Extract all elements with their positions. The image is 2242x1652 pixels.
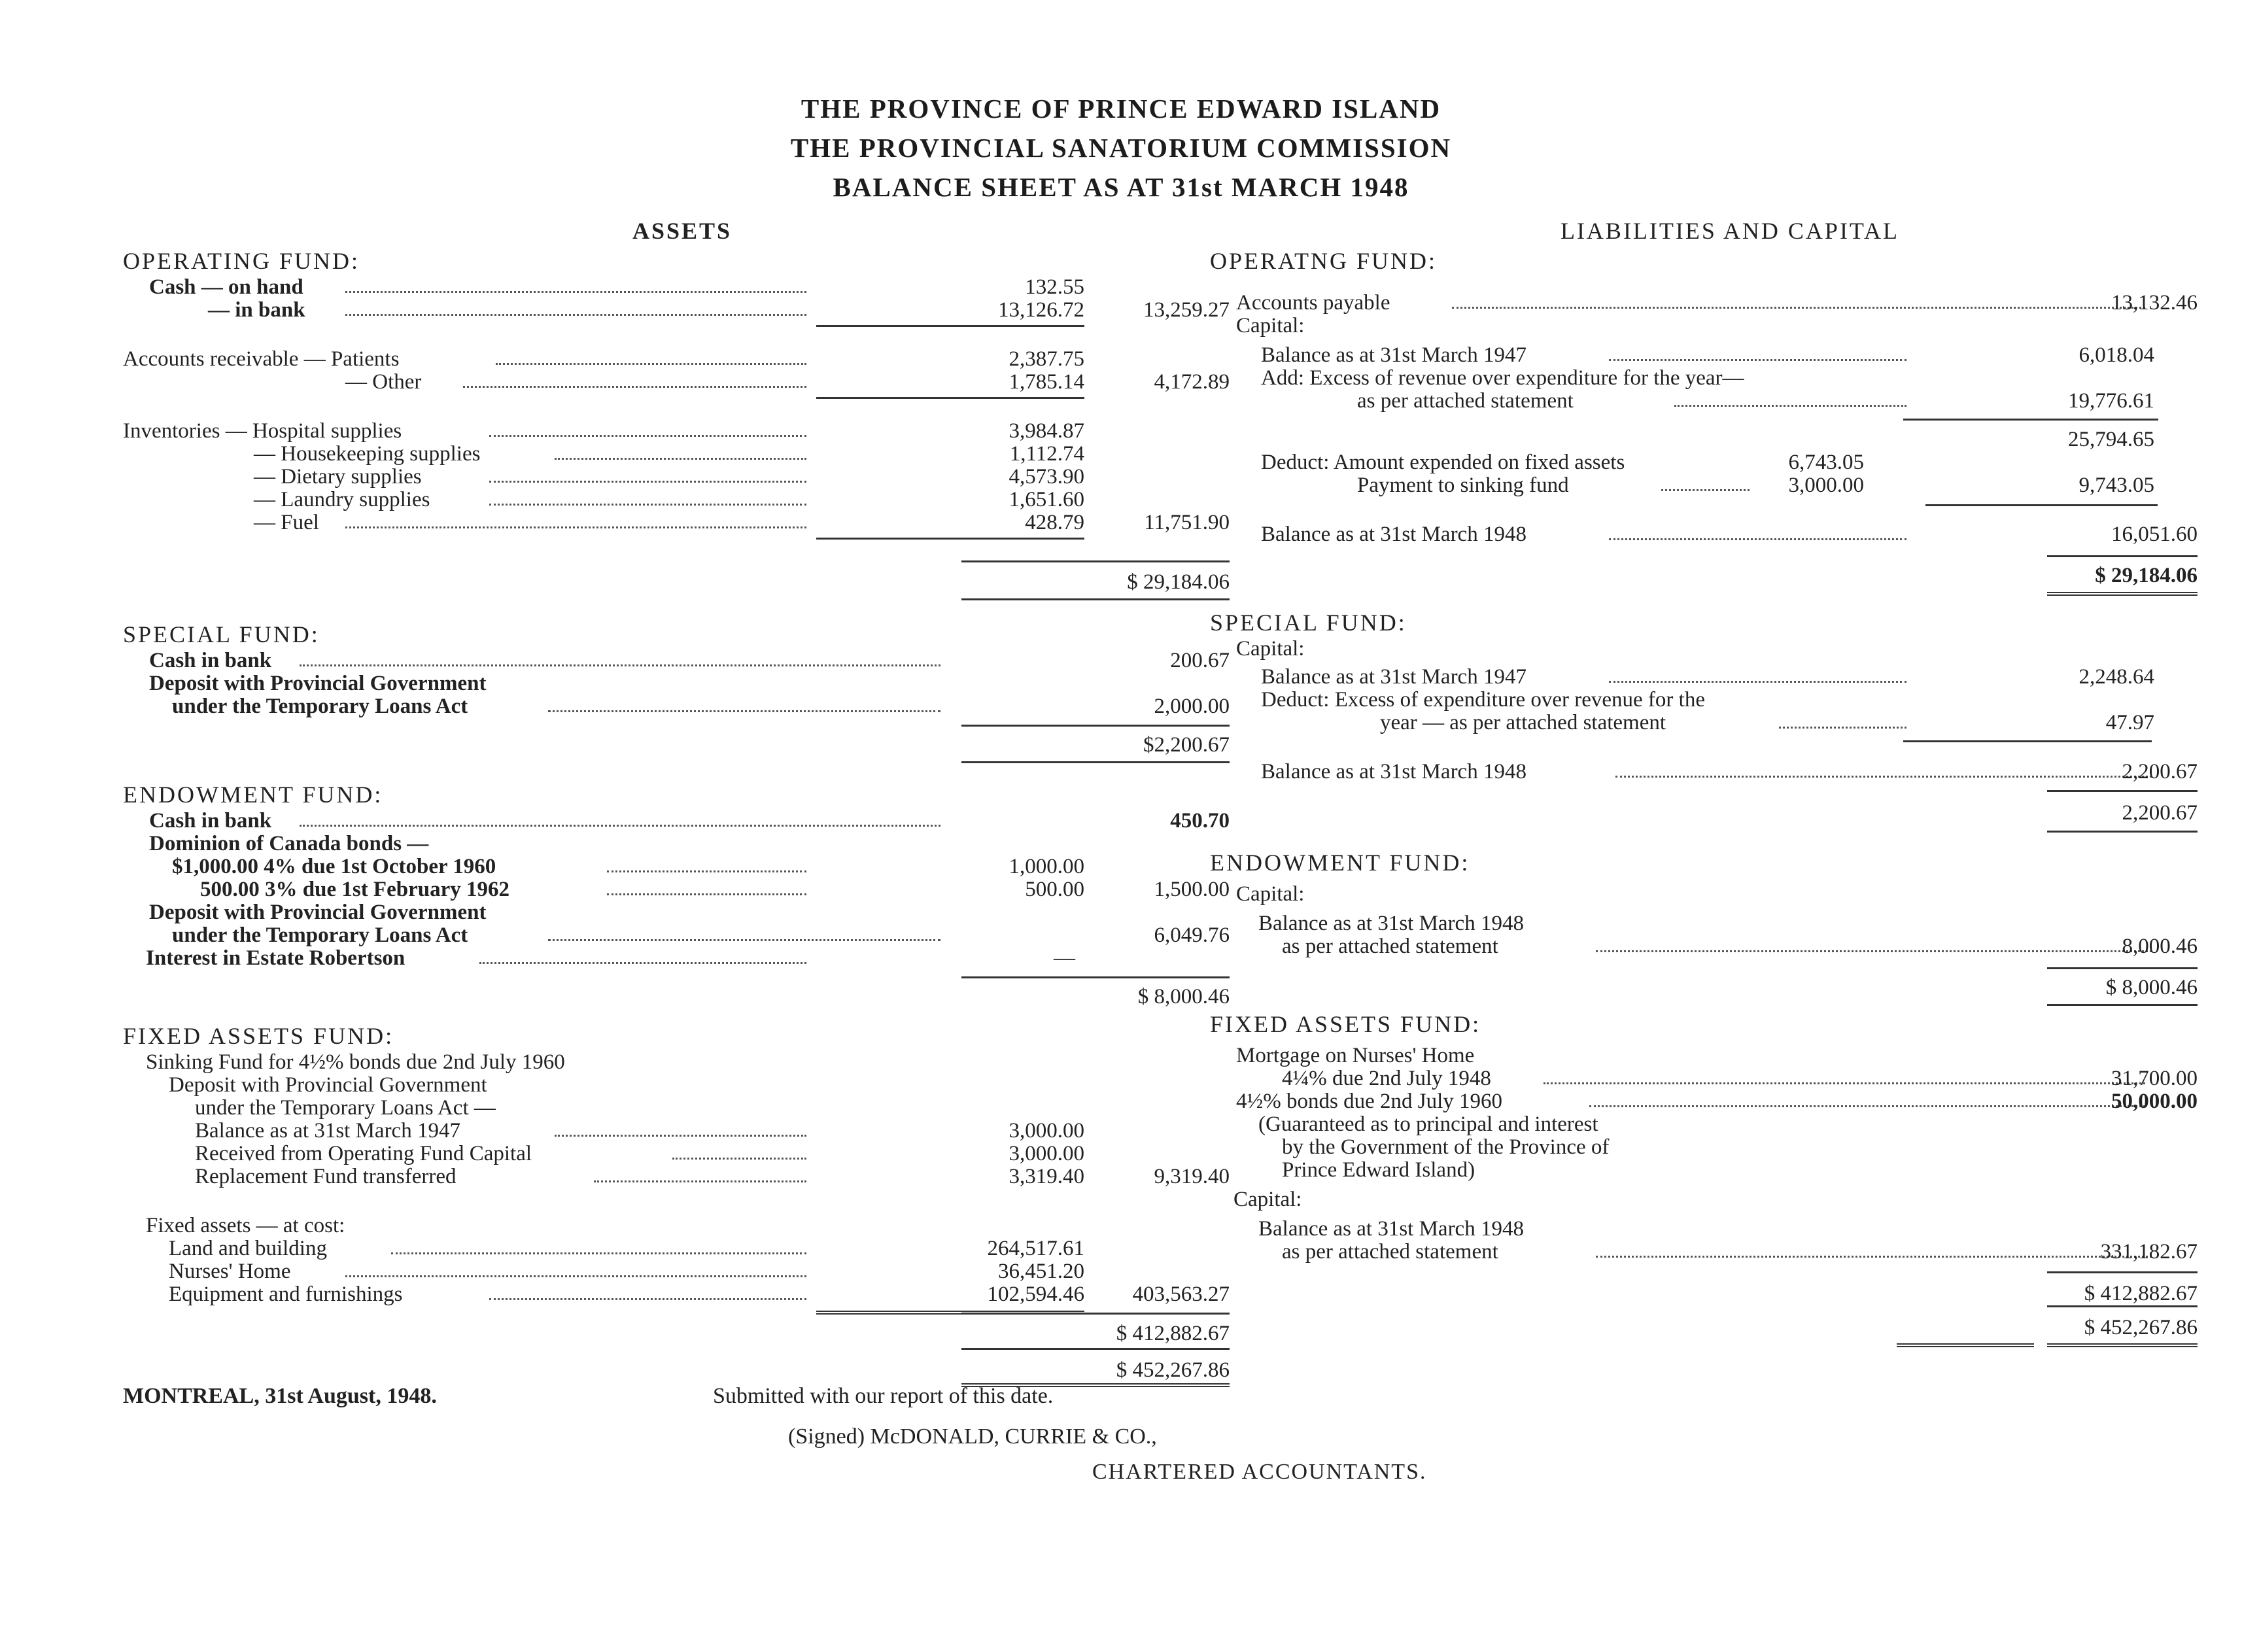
amount: 500.00 (1025, 878, 1084, 901)
header-balance-sheet: BALANCE SHEET AS AT 31st MARCH 1948 (833, 172, 1409, 202)
fx-balance-row (1210, 1218, 2198, 1241)
endow-deposit-row-2 (123, 923, 1230, 947)
sinking-received-row (123, 1143, 1117, 1165)
row-label: Balance as at 31st March 1948 (1258, 912, 1524, 935)
assets-column (123, 216, 1230, 1382)
liab-grand-total-row (1210, 1300, 2198, 1339)
section-title: OPERATING FUND: (123, 248, 360, 274)
dot-leader (548, 939, 940, 941)
row-label: Nurses' Home (169, 1260, 291, 1283)
underline-rule (2047, 967, 2198, 969)
fa-nurses-row (123, 1260, 1117, 1283)
fund-total: $ 8,000.46 (2105, 976, 2198, 999)
row-label: Balance as at 31st March 1948 (1261, 760, 1526, 783)
amount: 3,984.87 (1009, 419, 1084, 443)
underline-rule (2047, 1271, 2198, 1273)
fund-total: $ 29,184.06 (2095, 564, 2198, 587)
sp-deduct-row (1210, 689, 2198, 712)
row-label: Land and building (169, 1237, 327, 1260)
assets-endowment-fund (123, 780, 1230, 1008)
row-label: Equipment and furnishings (169, 1282, 403, 1306)
ar-patients-row (123, 348, 1117, 371)
dot-leader (300, 664, 940, 666)
dot-leader (489, 481, 806, 483)
row-label: Sinking Fund for 4½% bonds due 2nd July 1960 (146, 1050, 565, 1074)
amount: 6,018.04 (2078, 343, 2154, 367)
op-add-row (1210, 367, 2198, 390)
amount-total: 2,000.00 (1154, 695, 1230, 718)
row-label: Deduct: Amount expended on fixed assets (1261, 451, 1625, 474)
grand-total: $ 452,267.86 (1116, 1358, 1230, 1382)
underline-rule (2047, 1343, 2198, 1347)
header-province: THE PROVINCE OF PRINCE EDWARD ISLAND (801, 94, 1441, 124)
underline-rule (961, 598, 1230, 600)
amount-total: 13,132.46 (2111, 291, 2198, 315)
row-label: Add: Excess of revenue over expenditure for the year— (1261, 366, 1744, 390)
amount: 13,126.72 (998, 298, 1084, 322)
assets-special-fund (123, 619, 1230, 757)
amount: 132.55 (1025, 275, 1084, 299)
row-label: Mortgage on Nurses' Home (1236, 1044, 1475, 1067)
section-title: OPERATNG FUND: (1210, 248, 1438, 274)
cash-in-bank-row (123, 298, 1230, 322)
amount: 264,517.61 (987, 1237, 1084, 1260)
amount-total: 13,259.27 (1143, 298, 1230, 322)
amount-total: 331,182.67 (2100, 1240, 2198, 1264)
op-capital-row (1210, 315, 2198, 337)
amount-total: 6,049.76 (1154, 923, 1230, 947)
dot-leader (594, 1180, 806, 1182)
footer-signature: (Signed) McDONALD, CURRIE & CO., (788, 1424, 1157, 1449)
amount-total: 16,051.60 (2111, 523, 2198, 546)
amount: 3,000.00 (1009, 1119, 1084, 1143)
amount: 2,248.64 (2078, 665, 2154, 689)
document-header (0, 89, 2242, 207)
amount: 1,000.00 (1009, 855, 1084, 878)
sinking-balance-row (123, 1120, 1117, 1143)
op-balance47-row (1210, 344, 2198, 367)
amount: 36,451.20 (998, 1260, 1084, 1283)
fx-mortgage-row (1210, 1044, 2198, 1067)
liab-endowment-fund (1210, 848, 2198, 999)
liabilities-column (1210, 216, 2198, 1339)
amount-total: 8,000.46 (2122, 935, 2198, 958)
amount: 1,785.14 (1009, 370, 1084, 394)
fund-total: $ 29,184.06 (1127, 570, 1230, 594)
ar-other-row (123, 370, 1230, 394)
sp-total-row (1210, 783, 2198, 825)
amount: 428.79 (1025, 511, 1084, 534)
amount-total: 4,172.89 (1154, 370, 1230, 394)
underline-rule (1903, 419, 2158, 421)
row-label: Balance as at 31st March 1947 (195, 1119, 460, 1143)
sinking-replacement-row (123, 1165, 1230, 1188)
sinking-fund-row (123, 1051, 1117, 1074)
op-payment-row (1210, 474, 2198, 497)
inv-laundry-row (123, 489, 1117, 511)
row-label: Prince Edward Island) (1282, 1158, 1475, 1182)
underline-rule (1897, 1343, 2034, 1347)
row-label: 4½% bonds due 2nd July 1960 (1236, 1090, 1502, 1113)
dot-leader (391, 1252, 806, 1254)
dot-leader (489, 1298, 806, 1300)
row-label: Deposit with Provincial Government (149, 672, 487, 695)
underline-rule (961, 560, 1230, 562)
accounts-payable-row (1210, 292, 2198, 315)
op-add-row-2 (1210, 390, 2198, 413)
liab-fixed-fund (1210, 1009, 2198, 1339)
underline-rule (2047, 555, 2198, 557)
fund-total: $ 412,882.67 (2084, 1282, 2198, 1305)
assets-operating-fund (123, 246, 1230, 594)
amount-total: 403,563.27 (1132, 1282, 1230, 1306)
sp-capital-row (1210, 638, 2198, 661)
amount-total: 11,751.90 (1144, 511, 1230, 534)
underline-rule (816, 325, 1084, 327)
endow-total-row (123, 970, 1230, 1008)
fund-total: $2,200.67 (1143, 733, 1230, 757)
assets-grand-total-row (123, 1343, 1230, 1382)
row-label: by the Government of the Province of (1282, 1135, 1610, 1159)
dot-leader (607, 870, 806, 872)
fx-guarantee-row-2 (1210, 1136, 2198, 1159)
underline-rule (961, 1348, 1230, 1350)
dot-leader (489, 435, 806, 437)
dot-leader (300, 825, 940, 827)
row-label: Balance as at 31st March 1948 (1261, 523, 1526, 546)
row-label: — Laundry supplies (254, 488, 430, 511)
sp-balance47-row (1210, 666, 2198, 689)
underline-rule (2047, 831, 2198, 833)
cash-on-hand-row (123, 276, 1117, 299)
en-balance-row-2 (1210, 935, 2198, 958)
endow-cash-row (123, 809, 1230, 833)
inv-housekeeping-row (123, 443, 1117, 466)
special-deposit-row-2 (123, 695, 1230, 718)
amount-total: 2,200.67 (2122, 760, 2198, 783)
endow-bond2-row (123, 878, 1230, 901)
underline-rule (961, 976, 1230, 978)
amount: 1,651.60 (1009, 488, 1084, 511)
section-title: FIXED ASSETS FUND: (1210, 1011, 1481, 1037)
row-label: Cash in bank (149, 809, 272, 833)
header-commission: THE PROVINCIAL SANATORIUM COMMISSION (790, 133, 1452, 163)
dot-leader (345, 314, 806, 316)
underline-rule (1925, 504, 2158, 506)
special-deposit-row (123, 672, 1117, 695)
op-deduct-row (1210, 451, 2198, 474)
section-title: SPECIAL FUND: (123, 621, 320, 647)
fa-cost-row (123, 1214, 1117, 1237)
dot-leader (463, 386, 806, 388)
row-label: as per attached statement (1282, 1240, 1498, 1264)
row-label: Inventories — Hospital supplies (123, 419, 402, 443)
dot-leader (555, 1135, 806, 1137)
underline-rule (961, 1313, 1230, 1315)
underline-rule (2047, 790, 2198, 792)
section-title: FIXED ASSETS FUND: (123, 1023, 394, 1049)
underline-rule (961, 761, 1230, 763)
row-label: Balance as at 31st March 1947 (1261, 665, 1526, 689)
fixed-total-row (123, 1306, 1230, 1345)
row-label: 500.00 3% due 1st February 1962 (200, 878, 509, 901)
endow-deposit-row (123, 901, 1117, 924)
amount: 4,573.90 (1009, 465, 1084, 489)
amount-total: 9,319.40 (1154, 1165, 1230, 1188)
row-label: Fixed assets — at cost: (146, 1214, 345, 1237)
dot-leader (555, 458, 806, 460)
section-title: ENDOWMENT FUND: (1210, 850, 1470, 876)
dot-leader (479, 962, 806, 964)
assets-title: ASSETS (632, 218, 733, 244)
row-label: as per attached statement (1282, 935, 1498, 958)
row-label: Balance as at 31st March 1947 (1261, 343, 1526, 367)
row-label: Balance as at 31st March 1948 (1258, 1217, 1524, 1241)
fx-capital-row (1210, 1188, 2198, 1211)
dot-leader (345, 291, 806, 293)
fx-bonds-row (1210, 1090, 2198, 1113)
amount-total: — (1054, 946, 1075, 970)
amount: 9,743.05 (2078, 473, 2154, 497)
dot-leader (548, 710, 940, 712)
row-label: Deposit with Provincial Government (149, 901, 487, 924)
section-title: ENDOWMENT FUND: (123, 782, 383, 808)
row-label: — in bank (208, 298, 305, 322)
row-label: 4¼% due 2nd July 1948 (1282, 1067, 1491, 1090)
underline-rule (961, 725, 1230, 727)
amount: 1,112.74 (1009, 442, 1084, 466)
sp-balance48-row (1210, 761, 2198, 783)
amount: 2,387.75 (1009, 347, 1084, 371)
row-label: $1,000.00 4% due 1st October 1960 (172, 855, 496, 878)
en-balance-row (1210, 912, 2198, 935)
row-label: Capital: (1236, 882, 1305, 906)
row-label: Replacement Fund transferred (195, 1165, 457, 1188)
fa-equipment-row (123, 1282, 1230, 1306)
underline-rule (816, 538, 1084, 540)
row-label: Accounts payable (1236, 291, 1390, 315)
amount: 3,000.00 (1009, 1142, 1084, 1165)
special-total-row (123, 718, 1230, 757)
inv-dietary-row (123, 466, 1117, 489)
inv-hospital-row (123, 420, 1117, 443)
liab-special-fund (1210, 608, 2198, 825)
amount: 3,000.00 (1788, 473, 1864, 497)
underline-rule (816, 397, 1084, 399)
row-label: under the Temporary Loans Act (172, 695, 468, 718)
amount: 3,319.40 (1009, 1165, 1084, 1188)
fund-total: $ 412,882.67 (1116, 1322, 1230, 1345)
liab-operating-fund (1210, 246, 2198, 587)
amount: 25,794.65 (2068, 428, 2154, 451)
row-label: — Other (345, 370, 422, 394)
row-label: Accounts receivable — Patients (123, 347, 400, 371)
fx-guarantee-row (1210, 1113, 2198, 1136)
underline-rule (2047, 592, 2198, 596)
fx-guarantee-row-3 (1210, 1159, 2198, 1182)
sp-deduct-row-2 (1210, 712, 2198, 734)
fx-total-row (1210, 1264, 2198, 1305)
operating-total-row (123, 560, 1230, 594)
row-label: Interest in Estate Robertson (146, 946, 405, 970)
amount-total: 1,500.00 (1154, 878, 1230, 901)
row-label: Dominion of Canada bonds — (149, 832, 429, 855)
footer-place-date: MONTREAL, 31st August, 1948. (123, 1384, 437, 1408)
sinking-deposit-row (123, 1074, 1117, 1097)
row-label: Capital: (1233, 1188, 1302, 1211)
row-label: — Fuel (254, 511, 319, 534)
row-label: Payment to sinking fund (1357, 473, 1569, 497)
row-label: — Housekeeping supplies (254, 442, 481, 466)
dot-leader (489, 504, 806, 506)
amount-total: 31,700.00 (2111, 1067, 2198, 1090)
amount: 6,743.05 (1788, 451, 1864, 474)
fx-mortgage-rate-row (1210, 1067, 2198, 1090)
row-label: (Guaranteed as to principal and interest (1258, 1112, 1598, 1136)
en-total-row (1210, 958, 2198, 999)
footer-submitted: Submitted with our report of this date. (713, 1384, 1054, 1408)
underline-rule (2047, 1305, 2198, 1307)
row-label: — Dietary supplies (254, 465, 422, 489)
row-label: under the Temporary Loans Act — (195, 1096, 496, 1120)
amount: 47.97 (2105, 711, 2154, 734)
row-label: as per attached statement (1357, 389, 1574, 413)
row-label: Received from Operating Fund Capital (195, 1142, 532, 1165)
row-label: under the Temporary Loans Act (172, 923, 468, 947)
en-capital-row (1210, 883, 2198, 906)
sinking-deposit-row-2 (123, 1097, 1117, 1120)
row-label: Deduct: Excess of expenditure over revenue for the (1261, 688, 1705, 712)
liabilities-title: LIABILITIES AND CAPITAL (1560, 218, 1900, 244)
fa-land-row (123, 1237, 1117, 1260)
fx-balance-row-2 (1210, 1241, 2198, 1264)
row-label: Cash — on hand (149, 275, 303, 299)
dot-leader (672, 1158, 806, 1160)
row-label: year — as per attached statement (1380, 711, 1666, 734)
footer-accountants: CHARTERED ACCOUNTANTS. (1092, 1460, 1427, 1484)
special-cash-row (123, 649, 1230, 672)
dot-leader (496, 363, 806, 365)
op-balance48-row (1210, 523, 2198, 546)
fund-total: 2,200.67 (2122, 801, 2198, 825)
dot-leader (345, 526, 806, 528)
row-label: Cash in bank (149, 649, 272, 672)
grand-total: $ 452,267.86 (2084, 1316, 2198, 1339)
fund-total: $ 8,000.46 (1137, 985, 1230, 1008)
row-label: Capital: (1236, 314, 1305, 337)
dot-leader (607, 893, 806, 895)
row-label: Deposit with Provincial Government (169, 1073, 487, 1097)
row-label: Capital: (1236, 637, 1305, 661)
amount-total: 450.70 (1170, 809, 1230, 833)
endow-bond1-row (123, 855, 1117, 878)
amount-total: 50,000.00 (2111, 1090, 2198, 1113)
underline-rule (2047, 1004, 2198, 1006)
op-total-row (1210, 546, 2198, 587)
underline-rule (1903, 740, 2152, 742)
dot-leader (345, 1275, 806, 1277)
amount-total: 200.67 (1170, 649, 1230, 672)
amount: 102,594.46 (987, 1282, 1084, 1306)
assets-fixed-fund (123, 1021, 1230, 1382)
endow-bonds-row (123, 833, 1117, 855)
op-subtotal-row (1210, 428, 2198, 451)
amount: 19,776.61 (2068, 389, 2154, 413)
inv-fuel-row (123, 511, 1230, 534)
section-title: SPECIAL FUND: (1210, 610, 1407, 636)
endow-interest-row (123, 947, 1117, 970)
